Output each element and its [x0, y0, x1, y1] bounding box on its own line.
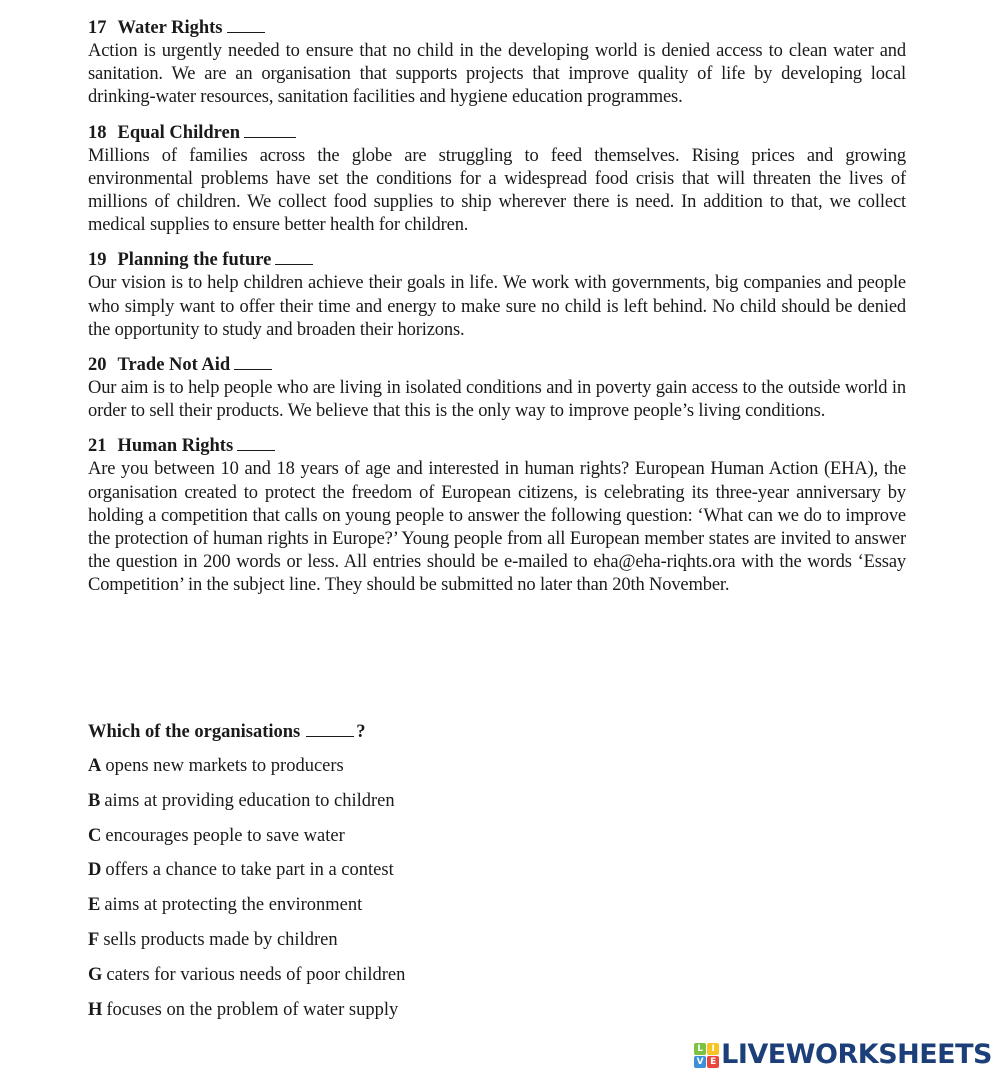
- reading-passages: [88, 17, 906, 610]
- option-letter: H: [88, 999, 103, 1020]
- logo-tile: V: [694, 1056, 706, 1068]
- answer-blank[interactable]: [227, 18, 265, 33]
- section-water-rights: [88, 17, 906, 110]
- section-human-rights: [88, 435, 906, 597]
- section-body: Our vision is to help children achieve their goals in life. We work with governments, big companies and people who simply want to offer their time and energy to make sure no child is left behind. No child should be denied the opportunity to study and broaden their horizons.: [88, 273, 906, 340]
- section-body: Action is urgently needed to ensure that no child in the developing world is denied access to clean water and sanitation. We are an organisation that supports projects that improve quality of life by developing local drinking-water resources, sanitation facilities and hygiene education programmes.: [88, 41, 906, 108]
- section-heading: [88, 354, 906, 377]
- answer-blank[interactable]: [234, 355, 272, 370]
- option-letter: G: [88, 964, 103, 985]
- answer-blank[interactable]: [275, 250, 313, 265]
- option-text: aims at protecting the environment: [104, 895, 363, 916]
- option-text: opens new markets to producers: [105, 756, 344, 776]
- option-d: [88, 857, 688, 883]
- logo-tile: E: [707, 1056, 719, 1068]
- option-h: [88, 997, 688, 1023]
- option-letter: E: [88, 895, 101, 916]
- section-body: Millions of families across the globe are struggling to feed themselves. Rising prices and growing environmental problems have set the conditions for a widespread food crisis that will threaten the lives of millions of children. We collect food supplies to ship wherever there is need. In addition to that, we collect medical supplies to ensure better health for children.: [88, 145, 906, 236]
- option-text: encourages people to save water: [105, 825, 345, 846]
- answer-blank[interactable]: [237, 436, 275, 451]
- option-text: focuses on the problem of water supply: [106, 999, 399, 1020]
- section-number: 19: [88, 250, 107, 271]
- question-prompt: [88, 719, 688, 745]
- option-e: [88, 892, 688, 918]
- section-title: Water Rights: [117, 18, 223, 38]
- option-f: [88, 927, 688, 953]
- section-heading: [88, 249, 906, 272]
- section-body: Are you between 10 and 18 years of age and interested in human rights? European Human Action (EHA), the organisation created to protect the freedom of European citizens, is celebrating its three-year anniversary by holding a competition that calls on young people to answer the following question: ‘What can we do to improve the protection of human rights in Europe?’ Young people from all European member states are invited to answer the question in 200 words or less. All entries should be e-mailed to eha@eha-riqhts.ora with the words ‘Essay Competition’ in the subject line. They should be submitted no later than 20th November.: [88, 459, 906, 596]
- answer-blank[interactable]: [244, 123, 296, 138]
- option-text: offers a chance to take part in a contest: [105, 860, 394, 881]
- section-number: 18: [88, 122, 107, 143]
- section-heading: [88, 435, 906, 458]
- logo-tile: L: [694, 1043, 706, 1055]
- option-text: aims at providing education to children: [104, 790, 395, 811]
- question-suffix: ?: [356, 722, 366, 742]
- section-trade-not-aid: [88, 354, 906, 423]
- option-g: [88, 962, 688, 988]
- section-body: Our aim is to help people who are living in isolated conditions and in poverty gain access to the outside world in order to sell their products. We believe that this is the only way to improve people’s living conditions.: [88, 378, 906, 422]
- option-text: sells products made by children: [103, 929, 338, 950]
- section-heading: [88, 17, 906, 40]
- live-tiles-icon: [694, 1043, 719, 1068]
- section-number: 20: [88, 355, 107, 376]
- section-title: Trade Not Aid: [117, 355, 231, 376]
- question-prefix: Which of the organisations: [88, 722, 301, 742]
- option-letter: A: [88, 756, 102, 776]
- section-title: Planning the future: [117, 250, 272, 271]
- option-b: [88, 788, 688, 814]
- section-title: Equal Children: [117, 122, 241, 143]
- option-c: [88, 823, 688, 849]
- option-text: caters for various needs of poor children: [106, 964, 406, 985]
- option-letter: C: [88, 825, 102, 846]
- logo-wordmark: LIVEWORKSHEETS: [721, 1039, 992, 1070]
- section-equal-children: [88, 122, 906, 238]
- section-planning-the-future: [88, 249, 906, 342]
- option-letter: D: [88, 860, 102, 881]
- logo-tile: I: [707, 1043, 719, 1055]
- option-a: [88, 753, 688, 779]
- section-number: 21: [88, 436, 107, 457]
- option-letter: F: [88, 929, 100, 950]
- liveworksheets-logo: [694, 1040, 992, 1070]
- section-title: Human Rights: [117, 436, 234, 457]
- question-block: [88, 719, 688, 1031]
- section-number: 17: [88, 18, 107, 38]
- section-heading: [88, 122, 906, 145]
- question-blank: [306, 722, 354, 737]
- option-letter: B: [88, 790, 101, 811]
